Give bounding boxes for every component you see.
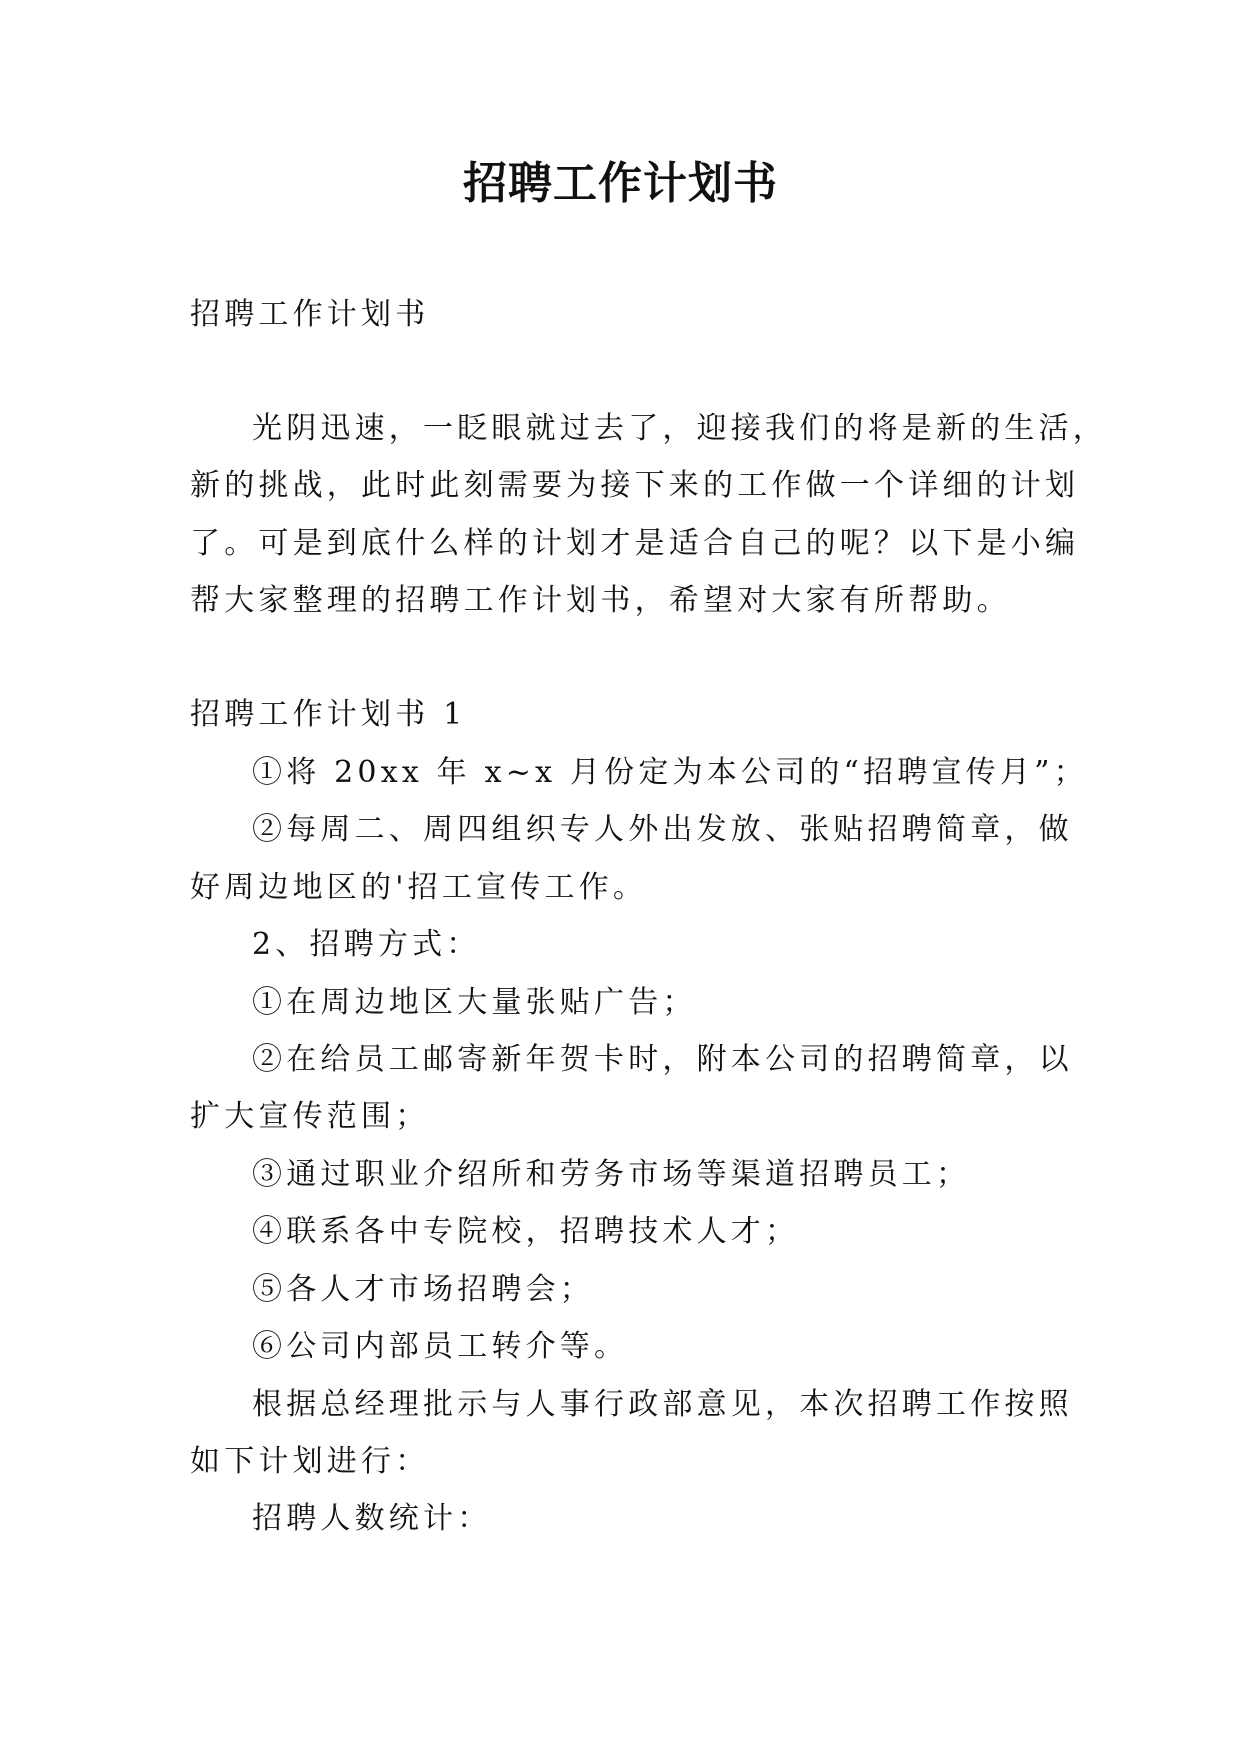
- body-line: ⑤各人才市场招聘会；: [252, 1272, 594, 1307]
- body-line: ①在周边地区大量张贴广告；: [252, 985, 697, 1020]
- body-line: ①将 20xx 年 x~x 月份定为本公司的“招聘宣传月”；: [252, 755, 1088, 790]
- body-line: 扩大宣传范围；: [190, 1099, 430, 1134]
- body-line: ③通过职业介绍所和劳务市场等渠道招聘员工；: [252, 1157, 971, 1192]
- intro-line: 帮大家整理的招聘工作计划书，希望对大家有所帮助。: [190, 583, 1011, 618]
- body-line: 2、招聘方式：: [252, 927, 481, 962]
- body-line: 如下计划进行：: [190, 1444, 430, 1479]
- body-line: ②每周二、周四组织专人外出发放、张贴招聘简章，做: [252, 812, 1073, 847]
- body-line: 招聘人数统计：: [252, 1501, 492, 1536]
- body-line: 根据总经理批示与人事行政部意见，本次招聘工作按照: [252, 1387, 1073, 1422]
- document-heading: 招聘工作计划书: [190, 297, 430, 332]
- body-line: ⑥公司内部员工转介等。: [252, 1329, 629, 1364]
- intro-line: 光阴迅速，一眨眼就过去了，迎接我们的将是新的生活，: [252, 411, 1107, 446]
- intro-line: 新的挑战，此时此刻需要为接下来的工作做一个详细的计划: [190, 468, 1080, 503]
- document-title: 招聘工作计划书: [463, 158, 778, 209]
- body-line: 好周边地区的'招工宣传工作。: [190, 870, 648, 905]
- intro-line: 了。可是到底什么样的计划才是适合自己的呢？以下是小编: [190, 526, 1080, 561]
- section-heading: 招聘工作计划书 1: [190, 697, 467, 732]
- body-line: ②在给员工邮寄新年贺卡时，附本公司的招聘简章，以: [252, 1042, 1073, 1077]
- body-line: ④联系各中专院校，招聘技术人才；: [252, 1214, 800, 1249]
